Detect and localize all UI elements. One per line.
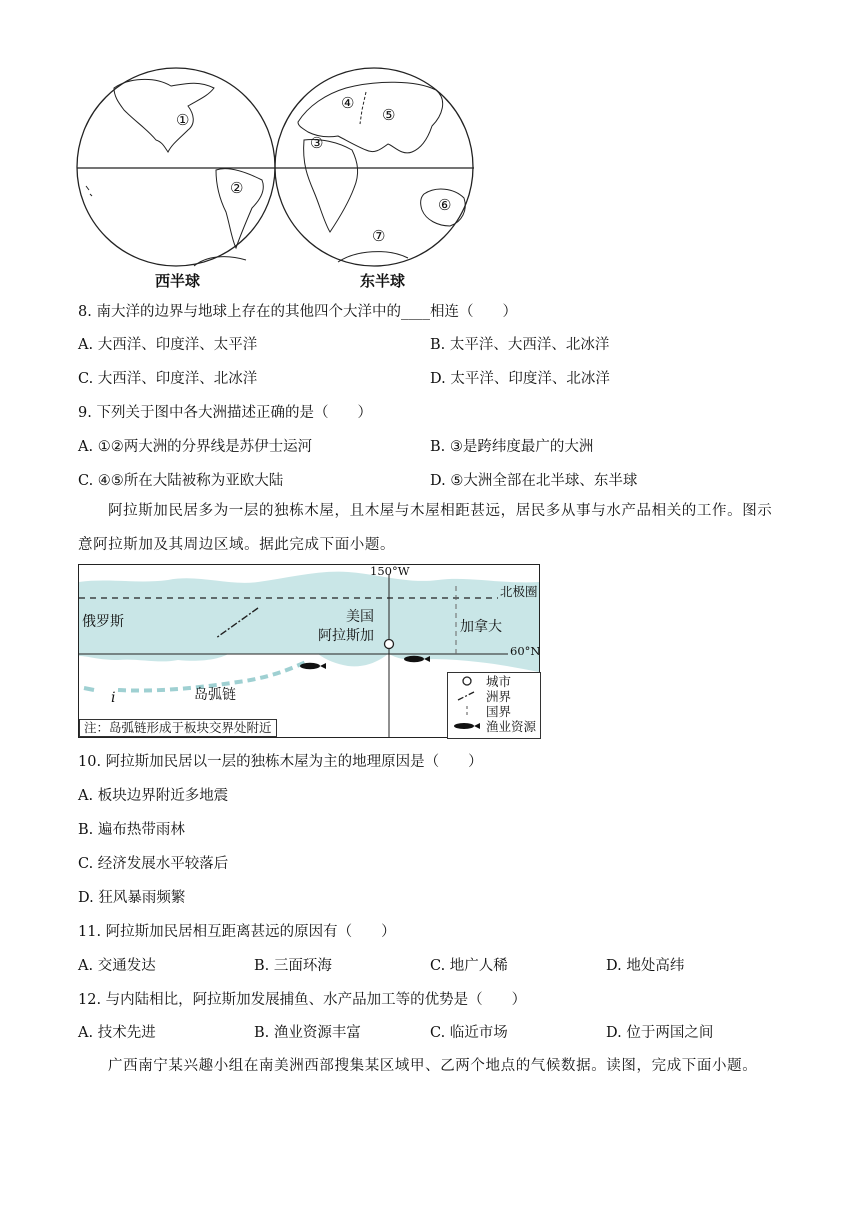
alaska-label: 阿拉斯加 — [318, 628, 374, 644]
canada-label: 加拿大 — [460, 619, 502, 635]
question-11-stem: 11. 阿拉斯加民居相互距离甚远的原因有（ ） — [78, 924, 396, 940]
question-10-stem: 10. 阿拉斯加民居以一层的独栋木屋为主的地理原因是（ ） — [78, 754, 483, 770]
russia-label: 俄罗斯 — [82, 614, 124, 630]
question-8-option-c[interactable]: C. 大西洋、印度洋、北冰洋 — [78, 371, 258, 387]
question-8-option-a[interactable]: A. 大西洋、印度洋、太平洋 — [78, 337, 258, 353]
hemispheres-figure — [76, 66, 476, 292]
continent-boundary-icon — [456, 690, 478, 702]
legend-city: 城市 — [448, 673, 540, 688]
west-hemisphere-caption: 西半球 — [155, 272, 201, 290]
question-11-option-c[interactable]: C. 地广人稀 — [430, 958, 508, 974]
alaska-map-figure — [78, 564, 540, 738]
continent-label-1: ① — [176, 111, 190, 129]
question-8-stem: 8. 南大洋的边界与地球上存在的其他四个大洋中的____相连（ ） — [78, 304, 517, 320]
question-10-option-b[interactable]: B. 遍布热带雨林 — [78, 822, 185, 838]
question-10-option-a[interactable]: A. 板块边界附近多地震 — [78, 788, 229, 804]
question-12-option-b[interactable]: B. 渔业资源丰富 — [254, 1025, 361, 1041]
question-9-option-d[interactable]: D. ⑤大洲全部在北半球、东半球 — [430, 473, 638, 489]
continent-label-6: ⑥ — [438, 196, 452, 214]
usa-label: 美国 — [346, 609, 374, 625]
question-12-option-c[interactable]: C. 临近市场 — [430, 1025, 508, 1041]
italic-i-mark: i — [111, 690, 116, 706]
continent-label-5: ⑤ — [382, 106, 396, 124]
fish-icon — [452, 720, 482, 732]
city-icon — [460, 675, 474, 687]
legend-fishery: 渔业资源 — [448, 718, 540, 733]
longitude-label: 150°W — [370, 564, 410, 578]
question-11-option-b[interactable]: B. 三面环海 — [254, 958, 332, 974]
island-arc-label: 岛弧链 — [194, 687, 236, 703]
question-12-stem: 12. 与内陆相比，阿拉斯加发展捕鱼、水产品加工等的优势是（ ） — [78, 992, 527, 1008]
question-12-option-d[interactable]: D. 位于两国之间 — [606, 1025, 714, 1041]
question-9-option-b[interactable]: B. ③是跨纬度最广的大洲 — [430, 439, 594, 455]
question-11-option-a[interactable]: A. 交通发达 — [78, 958, 156, 974]
latitude-label: 60°N — [510, 644, 541, 658]
continent-label-3: ③ — [310, 134, 324, 152]
question-8-option-b[interactable]: B. 太平洋、大西洋、北冰洋 — [430, 337, 610, 353]
continent-label-4: ④ — [341, 94, 355, 112]
continent-label-2: ② — [230, 179, 244, 197]
question-11-option-d[interactable]: D. 地处高纬 — [606, 958, 685, 974]
legend-continent-boundary: 洲界 — [448, 688, 540, 703]
south-america-intro: 广西南宁某兴趣小组在南美洲西部搜集某区域甲、乙两个地点的气候数据。读图，完成下面小题。 — [108, 1058, 758, 1074]
arctic-circle-label: 北极圈 — [500, 584, 538, 599]
question-9-option-a[interactable]: A. ①②两大洲的分界线是苏伊士运河 — [78, 439, 313, 455]
question-10-option-d[interactable]: D. 狂风暴雨频繁 — [78, 890, 186, 906]
continent-label-7: ⑦ — [372, 227, 386, 245]
question-8-option-d[interactable]: D. 太平洋、印度洋、北冰洋 — [430, 371, 610, 387]
question-10-option-c[interactable]: C. 经济发展水平较落后 — [78, 856, 229, 872]
alaska-intro: 阿拉斯加民居多为一层的独栋木屋，且木屋与木屋相距甚远，居民多从事与水产品相关的工作。图示意阿拉斯加及其周边区域。据此完成下面小题。 — [78, 503, 773, 553]
east-hemisphere-caption: 东半球 — [360, 272, 406, 290]
hemispheres-map — [76, 66, 476, 292]
question-9-option-c[interactable]: C. ④⑤所在大陆被称为亚欧大陆 — [78, 473, 284, 489]
question-9-stem: 9. 下列关于图中各大洲描述正确的是（ ） — [78, 405, 372, 421]
map-legend — [447, 672, 541, 739]
question-12-option-a[interactable]: A. 技术先进 — [78, 1025, 156, 1041]
map-note: 注：岛弧链形成于板块交界处附近 — [79, 719, 277, 737]
legend-country-border: 国界 — [448, 703, 540, 718]
country-border-icon — [456, 705, 478, 717]
